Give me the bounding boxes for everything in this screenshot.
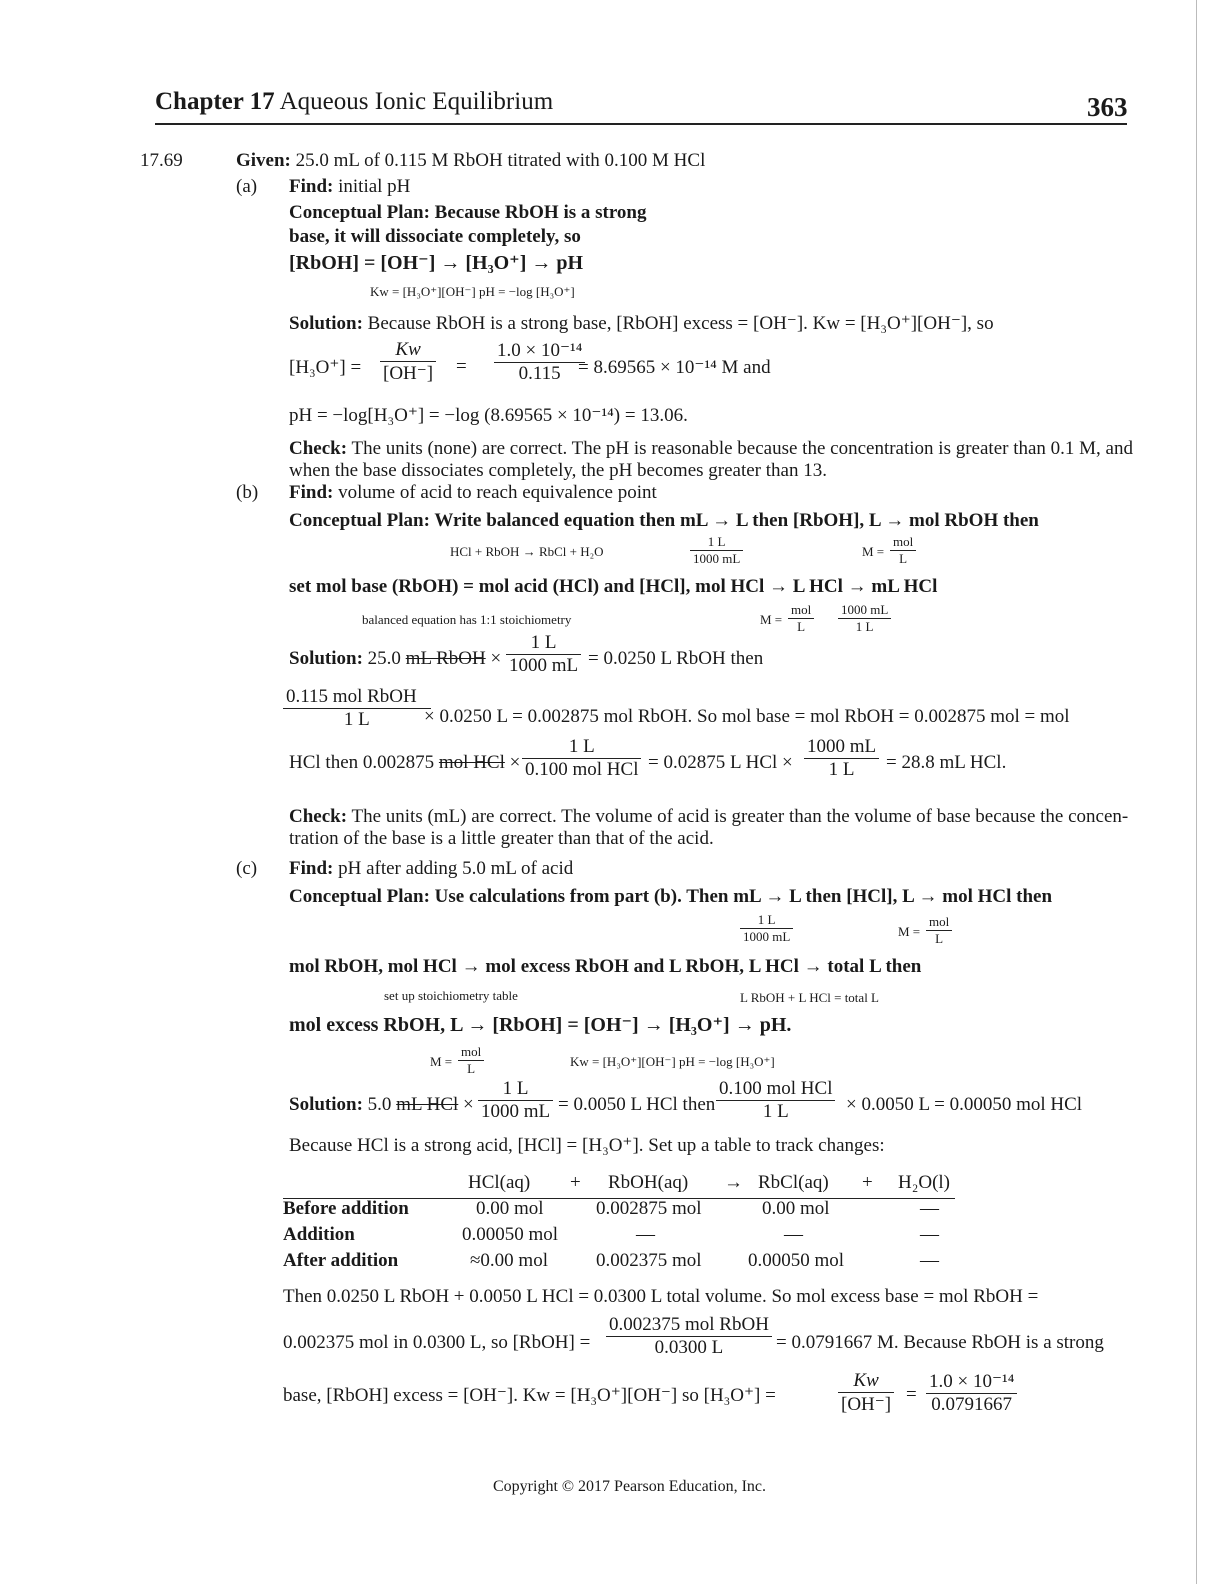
part-c-conc-fraction: [606, 1314, 772, 1359]
part-a-plan-line3: [RbOH] = [OH⁻] → [H₃O⁺] → pH: [289, 252, 584, 274]
part-c-note-molarity-fraction: [926, 914, 952, 947]
cancelled-unit: mol HCl: [438, 752, 505, 773]
part-b-note-m: M =: [862, 544, 885, 559]
part-a-find: [289, 176, 410, 198]
part-b-sol1-fraction: [506, 632, 581, 677]
part-c-base-start: base, [RbOH] excess = [OH⁻]. Kw = [H₃O⁺][OH⁻] so [H₃O⁺] =: [283, 1385, 776, 1406]
part-c-sol1-mid: = 0.0050 L HCl then: [558, 1094, 716, 1115]
part-c-note-total: L RbOH + L HCl = total L: [740, 990, 879, 1005]
part-c-sol1-fraction: [478, 1078, 553, 1123]
fraction-numerator: Kw: [838, 1370, 894, 1393]
cancelled-unit: mL HCl: [396, 1094, 459, 1115]
cell-h2o: —: [920, 1224, 939, 1245]
given-line: [236, 150, 705, 172]
part-b-sol3-result: = 28.8 mL HCl.: [886, 752, 1007, 773]
part-c-sol1-result: × 0.0050 L = 0.00050 mol HCl: [846, 1094, 1083, 1115]
part-c-note-stoichiometry: set up stoichiometry table: [384, 988, 518, 1003]
fraction-numerator: 1000 mL: [804, 736, 879, 759]
fraction-numerator: 1 L: [522, 736, 641, 759]
find-label: Find:: [289, 858, 334, 879]
part-b-sol2-fraction: [283, 686, 431, 731]
part-a-plan-line1: Conceptual Plan: Because RbOH is a strong: [289, 202, 647, 223]
solution-text: Because RbOH is a strong base, [RbOH] excess = [OH⁻]. Kw = [H₃O⁺][OH⁻], so: [367, 313, 994, 334]
part-b-note-ml-fraction: [690, 534, 743, 567]
part-b-note2-m: M =: [760, 612, 783, 627]
part-a-solution: [289, 312, 994, 335]
cell-rbcl: 0.00 mol: [762, 1198, 830, 1219]
copyright-footer: Copyright © 2017 Pearson Education, Inc.: [493, 1478, 766, 1495]
fraction-numerator: 1000 mL: [838, 602, 891, 619]
fraction-denominator: 0.115: [518, 363, 561, 384]
table-header-plus1: +: [570, 1172, 581, 1193]
kw-over-oh-fraction: [380, 339, 436, 385]
check-label: Check:: [289, 438, 348, 459]
part-a-letter: (a): [236, 176, 258, 197]
solution-text: HCl then 0.002875: [289, 752, 435, 773]
part-c-base-equals: =: [906, 1384, 917, 1405]
fraction-numerator: 1 L: [740, 912, 793, 929]
fraction-denominator: L: [899, 551, 908, 566]
chapter-label: Chapter 17: [155, 88, 275, 115]
part-a-check-line1: [289, 438, 1133, 460]
fraction-denominator: 1 L: [855, 619, 874, 634]
find-text: initial pH: [338, 176, 411, 197]
part-b-sol3-fraction: [522, 736, 641, 781]
fraction-denominator: 1 L: [828, 759, 855, 780]
fraction-denominator: L: [467, 1061, 476, 1076]
kw-value-fraction: [494, 339, 585, 385]
fraction-denominator: 1 L: [343, 709, 370, 730]
fraction-numerator: 1 L: [690, 534, 743, 551]
cell-rbcl: 0.00050 mol: [748, 1250, 845, 1271]
h3o-result: = 8.69565 × 10⁻¹⁴ M and: [578, 357, 771, 378]
find-label: Find:: [289, 176, 334, 197]
fraction-numerator: 1 L: [478, 1078, 553, 1101]
h3o-lhs: [H₃O⁺] =: [289, 357, 362, 378]
part-c-total-line: Then 0.0250 L RbOH + 0.0050 L HCl = 0.0300 L total volume. So mol excess base = mol RbOH =: [283, 1286, 1039, 1307]
part-c-note-ml-fraction: [740, 912, 793, 945]
table-header-arrow: →: [724, 1172, 743, 1193]
cell-rboh: 0.002375 mol: [596, 1250, 702, 1271]
table-header-rboh: RbOH(aq): [608, 1172, 689, 1193]
part-b-sol3-mid: = 0.02875 L HCl ×: [648, 752, 793, 773]
part-a-plan-line2: base, it will dissociate completely, so: [289, 226, 581, 247]
row-label: Before addition: [283, 1198, 409, 1219]
solution-label: Solution:: [289, 648, 363, 669]
part-c-conc-start: 0.002375 mol in 0.0300 L, so [RbOH] =: [283, 1332, 591, 1353]
check-text: The units (mL) are correct. The volume of acid is greater than the volume of base because the concen-: [351, 806, 1129, 827]
row-label: After addition: [283, 1250, 399, 1271]
part-c-find: [289, 858, 573, 880]
part-b-sol2-text: × 0.0250 L = 0.002875 mol RbOH. So mol base = mol RbOH = 0.002875 mol = mol: [424, 706, 1070, 727]
ph-calculation: pH = −log[H₃O⁺] = −log (8.69565 × 10⁻¹⁴) = 13.06.: [289, 405, 688, 426]
part-b-sol3-start: [289, 752, 520, 774]
solution-label: Solution:: [289, 1094, 363, 1115]
given-text: 25.0 mL of 0.115 M RbOH titrated with 0.100 M HCl: [295, 150, 706, 171]
times-sign: ×: [509, 752, 521, 773]
part-b-check-line2: tration of the base is a little greater than that of the acid.: [289, 828, 714, 849]
fraction-numerator: 0.002375 mol RbOH: [606, 1314, 772, 1337]
times-sign: ×: [463, 1094, 474, 1115]
part-b-letter: (b): [236, 482, 259, 503]
fraction-denominator: 1000 mL: [509, 655, 579, 676]
part-b-note-stoichiometry: balanced equation has 1:1 stoichiometry: [362, 612, 572, 627]
problem-number: 17.69: [140, 150, 183, 171]
solution-value: 5.0: [367, 1094, 392, 1115]
part-c-note3-molarity-fraction: [458, 1044, 484, 1077]
table-header-hcl: HCl(aq): [468, 1172, 531, 1193]
part-c-plan-line1: Conceptual Plan: Use calculations from part (b). Then mL → L then [HCl], L → mol HCl then: [289, 886, 1053, 907]
cell-hcl: 0.00 mol: [476, 1198, 544, 1219]
part-b-check-line1: [289, 806, 1128, 828]
part-b-note-equation: HCl + RbOH → RbCl + H₂O: [450, 544, 604, 559]
fraction-denominator: L: [797, 619, 806, 634]
cell-h2o: —: [920, 1250, 939, 1271]
fraction-numerator: mol: [788, 602, 814, 619]
fraction-numerator: mol: [926, 914, 952, 931]
solution-label: Solution:: [289, 313, 363, 334]
part-a-check-line2: when the base dissociates completely, the pH becomes greater than 13.: [289, 460, 827, 481]
part-c-note3-kw: Kw = [H₃O⁺][OH⁻] pH = −log [H₃O⁺]: [570, 1054, 775, 1069]
part-a-plan-note: Kw = [H₃O⁺][OH⁻] pH = −log [H₃O⁺]: [370, 284, 575, 299]
fraction-denominator: 1000 mL: [743, 929, 791, 944]
fraction-denominator: 0.0300 L: [654, 1337, 724, 1358]
check-label: Check:: [289, 806, 348, 827]
part-c-conc-result: = 0.0791667 M. Because RbOH is a strong: [776, 1332, 1104, 1353]
page-number: 363: [1087, 92, 1128, 122]
fraction-numerator: 0.115 mol RbOH: [283, 686, 431, 709]
cell-rboh: —: [636, 1224, 655, 1245]
solution-value: 25.0: [367, 648, 401, 669]
fraction-numerator: mol: [458, 1044, 484, 1061]
cell-hcl: 0.00050 mol: [462, 1224, 559, 1245]
part-b-plan-line1: Conceptual Plan: Write balanced equation then mL → L then [RbOH], L → mol RbOH then: [289, 510, 1039, 531]
scan-edge-line: [1196, 0, 1197, 1584]
part-c-base-kw-fraction: [838, 1370, 894, 1416]
part-c-base-value-fraction: [926, 1370, 1017, 1416]
cancelled-unit: mL RbOH: [405, 648, 486, 669]
table-header-plus2: +: [862, 1172, 873, 1193]
part-c-plan-line3: mol excess RbOH, L → [RbOH] = [OH⁻] → [H₃O⁺] → pH.: [289, 1014, 792, 1036]
fraction-numerator: 1.0 × 10⁻¹⁴: [494, 339, 585, 363]
find-text: volume of acid to reach equivalence point: [338, 482, 657, 503]
part-b-find: [289, 482, 657, 504]
chapter-title: Aqueous Ionic Equilibrium: [279, 88, 554, 115]
table-header-rbcl: RbCl(aq): [758, 1172, 829, 1193]
part-c-plan-line2: mol RbOH, mol HCl → mol excess RbOH and L RbOH, L HCl → total L then: [289, 956, 922, 977]
part-b-solution-line1: [289, 648, 501, 670]
chapter-header: [155, 88, 553, 116]
part-c-letter: (c): [236, 858, 258, 879]
cell-h2o: —: [920, 1198, 939, 1219]
fraction-numerator: mol: [890, 534, 916, 551]
fraction-denominator: 0.0791667: [931, 1394, 1013, 1415]
cell-hcl: ≈0.00 mol: [470, 1250, 548, 1271]
part-c-note-m: M =: [898, 924, 921, 939]
fraction-numerator: Kw: [380, 339, 436, 362]
fraction-denominator: [OH⁻]: [841, 1394, 892, 1415]
header-rule: [155, 123, 1127, 125]
part-b-sol1-result: = 0.0250 L RbOH then: [588, 648, 764, 669]
check-text: The units (none) are correct. The pH is reasonable because the concentration is greater than 0.1 M, and: [351, 438, 1133, 459]
part-c-solution-line1: [289, 1094, 474, 1116]
fraction-denominator: L: [935, 931, 944, 946]
fraction-numerator: 1.0 × 10⁻¹⁴: [926, 1370, 1017, 1394]
row-label: Addition: [283, 1224, 355, 1245]
part-b-note2-molarity-fraction: [788, 602, 814, 635]
given-label: Given:: [236, 150, 291, 171]
equals-sign: =: [456, 356, 467, 377]
fraction-denominator: [OH⁻]: [383, 363, 434, 384]
part-b-note-molarity-fraction: [890, 534, 916, 567]
fraction-denominator: 1000 mL: [693, 551, 741, 566]
table-header-h2o: H₂O(l): [898, 1172, 950, 1193]
fraction-denominator: 1 L: [762, 1101, 789, 1122]
part-c-note3-m: M =: [430, 1054, 453, 1069]
times-sign: ×: [490, 648, 502, 669]
cell-rboh: 0.002875 mol: [596, 1198, 702, 1219]
part-b-sol3-fraction2: [804, 736, 879, 781]
fraction-denominator: 0.100 mol HCl: [525, 759, 639, 780]
cell-rbcl: —: [784, 1224, 803, 1245]
fraction-denominator: 1000 mL: [481, 1101, 551, 1122]
fraction-numerator: 0.100 mol HCl: [716, 1078, 835, 1101]
part-b-plan-line2: set mol base (RbOH) = mol acid (HCl) and [HCl], mol HCl → L HCl → mL HCl: [289, 576, 938, 597]
part-b-note2-ml-fraction: [838, 602, 891, 635]
find-label: Find:: [289, 482, 334, 503]
fraction-numerator: 1 L: [506, 632, 581, 655]
find-text: pH after adding 5.0 mL of acid: [338, 858, 574, 879]
part-c-sol1-fraction2: [716, 1078, 835, 1123]
part-c-strong-acid: Because HCl is a strong acid, [HCl] = [H₃O⁺]. Set up a table to track changes:: [289, 1135, 885, 1156]
